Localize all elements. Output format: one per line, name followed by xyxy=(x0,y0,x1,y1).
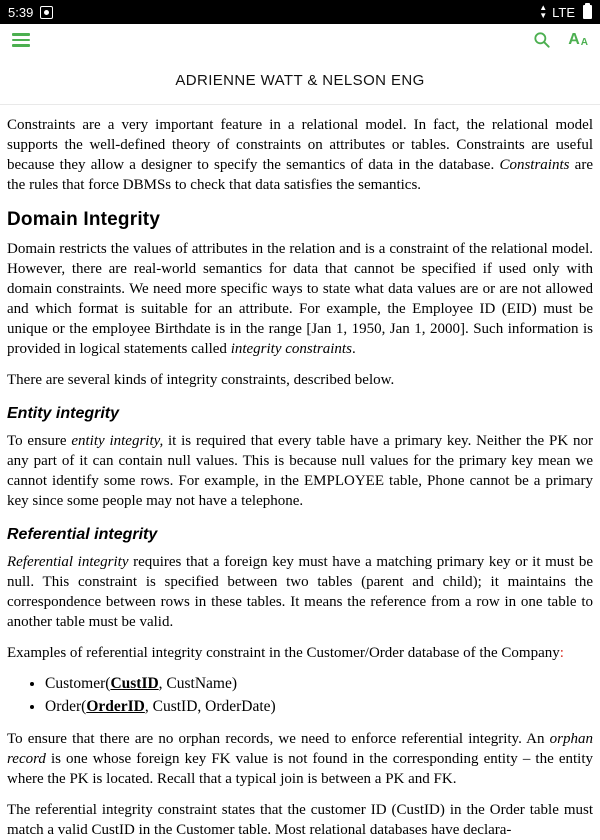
paragraph-orphan: To ensure that there are no orphan records, we need to enforce referential integrity. An orphan record is one whose foreign key FK value is not found in the corresponding entity – the entity where the PK is located. Recall that a typical join is between a PK and FK. xyxy=(7,731,593,787)
heading-referential-integrity: Referential integrity xyxy=(7,526,158,543)
status-bar xyxy=(0,0,600,24)
table-definition-list xyxy=(7,674,593,717)
status-time: 5:39 xyxy=(8,4,34,20)
reader-content[interactable] xyxy=(0,105,600,840)
paragraph-entity: To ensure entity integrity, it is required that every table have a primary key. Neither the PK nor any part of it can contain null values. This is because null values for the primary key mean we cannot identify some rows. For example, in the EMPLOYEE table, Phone cannot be a primary key since some people may not have a telephone. xyxy=(7,433,593,509)
paragraph-domain: Domain restricts the values of attributes in the relation and is a constraint of the relational model. However, there are real-world semantics for data that cannot be specified if used only with domain constraints. We need more specific ways to state what data values are or are not allowed and which format is suitable for an attribute. For example, the Employee ID (EID) must be unique or the employee Birthdate is in the range [Jan 1, 1950, Jan 1, 2000]. Such information is provided in logical statements called integrity constraints. xyxy=(7,241,593,357)
paragraph-examples: Examples of referential integrity constraint in the Customer/Order database of the Company: xyxy=(7,645,564,661)
text-size-icon[interactable]: A A xyxy=(568,31,588,48)
paragraph-constraint-states: The referential integrity constraint states that the customer ID (CustID) in the Order table must match a valid CustID in the Customer table. Most relational databases have declara- xyxy=(7,802,593,838)
paragraph-kinds: There are several kinds of integrity constraints, described below. xyxy=(7,372,395,388)
app-toolbar xyxy=(0,24,600,56)
heading-entity-integrity: Entity integrity xyxy=(7,405,120,422)
network-arrows-icon: ▲ ▼ xyxy=(539,3,548,20)
screenshot-icon xyxy=(40,6,53,19)
battery-icon xyxy=(583,5,592,19)
paragraph-constraints-intro: Constraints are a very important feature in a relational model. In fact, the relational model supports the well-defined theory of constraints on attributes or tables. Constraints are useful because they allow a designer to specify the semantics of data in the database. Constraints are the rules that force DBMSs to check that data satisfies the semantics. xyxy=(7,117,593,193)
network-type-label: LTE xyxy=(552,4,575,20)
list-item-customer: • Customer(CustID, CustName) xyxy=(45,674,593,694)
page-header xyxy=(0,56,600,105)
paragraph-referential: Referential integrity requires that a foreign key must have a matching primary key or it must be null. This constraint is specified between two tables (parent and child); it maintains the correspondence between rows in these tables. It means the reference from a row in one table to another table must be valid. xyxy=(7,554,593,630)
page-title: ADRIENNE WATT & NELSON ENG xyxy=(175,72,425,89)
menu-icon[interactable] xyxy=(12,30,30,49)
heading-domain-integrity: Domain Integrity xyxy=(7,209,161,230)
search-icon[interactable] xyxy=(532,30,552,50)
list-item-order: • Order(OrderID, CustID, OrderDate) xyxy=(45,697,593,717)
